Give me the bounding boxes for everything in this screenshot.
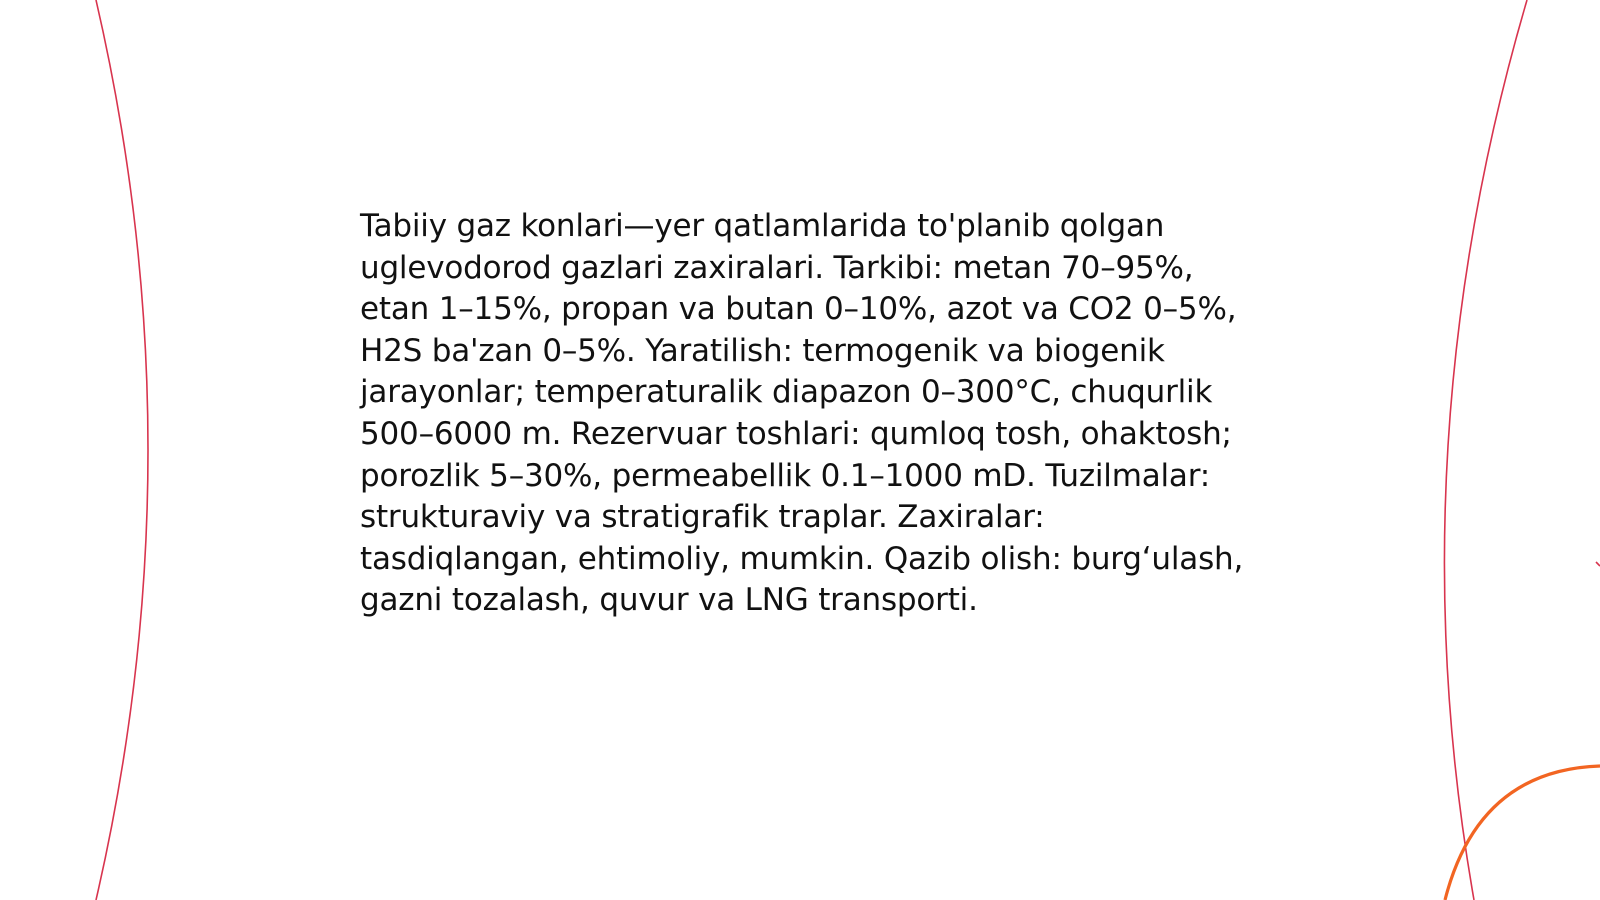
left-arc-line <box>96 0 148 900</box>
right-edge-tick <box>1596 562 1600 566</box>
right-arc-line <box>1444 0 1527 900</box>
slide-body-text: Tabiiy gaz konlari—yer qatlamlarida to'planib qolgan uglevodorod gazlari zaxiralari. Tarkibi: metan 70–95%, etan 1–15%, propan va butan 0–10%, azot va CO2 0–5%, H2S ba'zan 0–5%. Yaratilish: termogenik va biogenik jarayonlar; temperaturalik diapazon 0–300°C, chuqurlik 500–6000 m. Rezervuar toshlari: qumloq tosh, ohaktosh; porozlik 5–30%, permeabellik 0.1–1000 mD. Tuzilmalar: strukturaviy va stratigrafik traplar. Zaxiralar: tasdiqlangan, ehtimoliy, mumkin. Qazib olish: burg‘ulash, gazni tozalash, quvur va LNG transporti. <box>360 208 1244 619</box>
bottom-right-accent-arc <box>1445 766 1600 900</box>
